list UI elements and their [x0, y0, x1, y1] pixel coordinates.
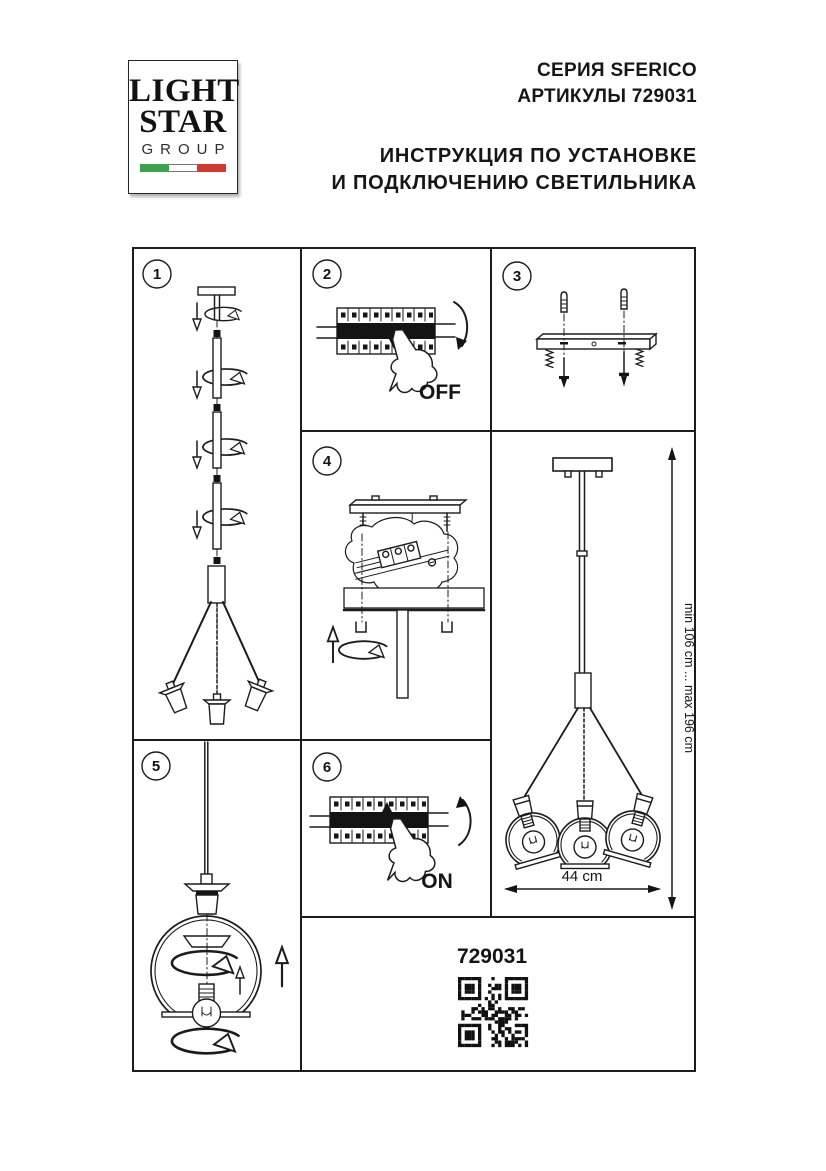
spring-icon — [636, 349, 643, 367]
glass-sphere — [495, 790, 566, 870]
wall-anchor-icon — [561, 292, 567, 312]
spring-icon — [546, 350, 553, 368]
panel-5-glass-shade — [142, 742, 288, 1053]
rotation-arrow-icon — [203, 369, 247, 385]
rotation-arrow-icon — [339, 641, 387, 659]
ceiling-section — [344, 588, 484, 608]
step-number-2: 2 — [322, 266, 332, 283]
panel-1-rod-assembly — [143, 260, 275, 724]
panel-4-wiring — [313, 447, 484, 698]
logo-word-group: GROUP — [141, 141, 232, 158]
rod-section — [213, 412, 221, 468]
page-title-line1: ИНСТРУКЦИЯ ПО УСТАНОВКЕ — [379, 145, 697, 167]
up-arrow-icon — [276, 947, 288, 986]
panel-assembled-lamp — [495, 447, 696, 910]
glass-sphere — [601, 788, 672, 868]
circuit-breaker-icon — [317, 308, 455, 354]
article-number: 729031 — [456, 945, 528, 968]
up-arrow-icon — [328, 627, 338, 662]
rod-section — [213, 483, 221, 549]
wall-anchor-icon — [621, 289, 627, 309]
light-bulb — [193, 999, 221, 1027]
step-number-3: 3 — [512, 268, 522, 285]
step-number-1: 1 — [152, 266, 162, 283]
glass-sphere — [558, 801, 612, 869]
step-number-6: 6 — [322, 759, 332, 776]
down-arrow-icon — [193, 441, 201, 468]
step-number-5: 5 — [151, 758, 161, 775]
article-title: АРТИКУЛЫ 729031 — [517, 86, 697, 107]
mounting-bar — [537, 339, 650, 349]
lamp-body — [208, 566, 225, 603]
panel-2-breaker-off — [313, 260, 467, 404]
page-title-line2: И ПОДКЛЮЧЕНИЮ СВЕТИЛЬНИКА — [331, 172, 697, 194]
qr-code — [458, 977, 528, 1047]
circuit-breaker-icon — [310, 797, 448, 843]
panel-6-breaker-on — [310, 753, 471, 893]
screw-icon — [619, 352, 629, 387]
width-dimension-label: 44 cm — [561, 868, 603, 885]
logo-word-light: LIGHT — [129, 73, 240, 109]
rotation-arrow-icon — [205, 307, 241, 320]
down-arrow-icon — [193, 371, 201, 398]
panel-3-mounting-bracket — [503, 262, 656, 388]
logo-word-star: STAR — [139, 104, 227, 140]
ceiling-plate — [553, 458, 612, 471]
down-arrow-icon — [193, 303, 201, 330]
lamp-socket — [157, 678, 192, 716]
canopy-plate — [198, 287, 235, 295]
ceiling-bracket — [350, 505, 460, 513]
down-arrow-icon — [193, 511, 201, 538]
lamp-body — [575, 673, 591, 708]
rotation-arrow-icon — [203, 509, 247, 525]
rotation-arrow-icon — [172, 1029, 239, 1054]
rod-section — [213, 338, 221, 398]
height-dimension-label: min 106 cm ... max 196 cm — [682, 602, 696, 754]
step-number-4: 4 — [322, 453, 332, 470]
lamp-socket — [204, 694, 230, 724]
on-label: ON — [421, 870, 453, 893]
screw-icon — [559, 358, 569, 388]
hanging-rod — [397, 610, 408, 698]
lamp-socket — [239, 676, 274, 714]
panel-article-qr — [457, 945, 528, 1047]
off-label: OFF — [419, 381, 461, 404]
series-title: СЕРИЯ SFERICO — [536, 60, 697, 81]
rotation-arrow-icon — [203, 439, 247, 455]
